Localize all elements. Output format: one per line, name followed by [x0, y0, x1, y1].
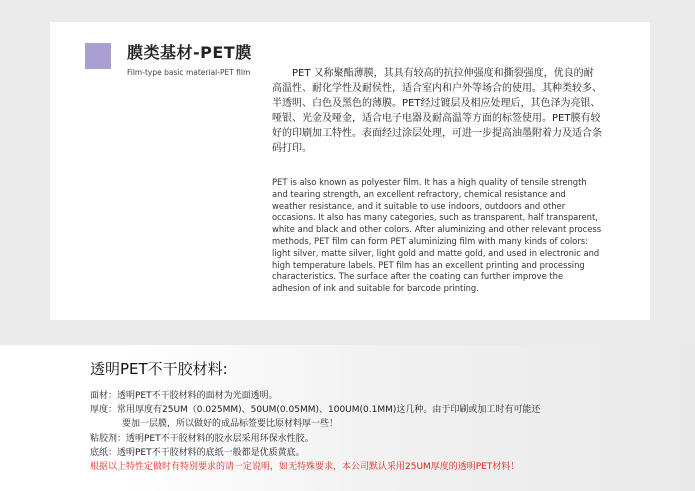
spec-thickness-line1: 厚度：常用厚度有25UM（0.025MM)、50UM(0.05MM)、100UM(0.1MM)这几种。由于印刷或加工时有可能还	[90, 405, 541, 416]
page-title-cn: 膜类基材-PET膜	[127, 43, 252, 62]
spec-face: 面材：透明PET不干胶材料的面材为光面透明。	[90, 391, 278, 401]
page-title-en: Film-type basic material-PET film	[127, 68, 251, 77]
accent-square	[85, 43, 111, 69]
spec-thickness-line2: 要加一层膜，所以做好的成品标签要比原材料厚一些！	[122, 419, 339, 430]
spec-adhesive: 粘胶剂：透明PET不干胶材料的胶水层采用环保水性胶。	[90, 433, 314, 444]
spec-liner: 底纸：透明PET不干胶材料的底纸一般都是优质黄底。	[90, 447, 305, 458]
spec-thickness	[90, 403, 680, 431]
spec-note: 根据以上特性定做时有特别要求的请一定说明，如无特殊要求，本公司默认采用25UM厚度的透明PET材料！	[90, 462, 520, 473]
description-cn: PET 又称聚酯薄膜，其具有较高的抗拉伸强度和撕裂强度，优良的耐高温性、耐化学性及耐侯性，适合室内和户外等场合的使用。其种类较多、半透明、白色及黑色的薄膜。PET经过镀层及相应处理后，其色泽为亮银、哑银、光金及哑金，适合电子电器及耐高温等方面的标签使用。PET膜有较好的印刷加工特性。表面经过涂层处理，可进一步提高油墨附着力及适合条码打印。	[272, 68, 602, 154]
description-en: PET is also known as polyester film. It has a high quality of tensile strength and tearing strength, an excellent refractory, chemical resistance and weather resistance, and it suitable to use indoors, outdoors and other occasions. It also has many categories, such as transparent, half transparent, white and black and other colors. After aluminizing and other relevant process methods, PET film can form PET aluminizing film with many kinds of colors: light silver, matte silver, light gold and matte gold, and used in electronic and high temperature labels. PET film has an excellent printing and processing characteristics. The surface after the coating can further improve the adhesion of ink and suitable for barcode printing.	[272, 177, 602, 294]
spec-title: 透明PET不干胶材料:	[90, 360, 228, 378]
spec-list	[90, 389, 680, 474]
